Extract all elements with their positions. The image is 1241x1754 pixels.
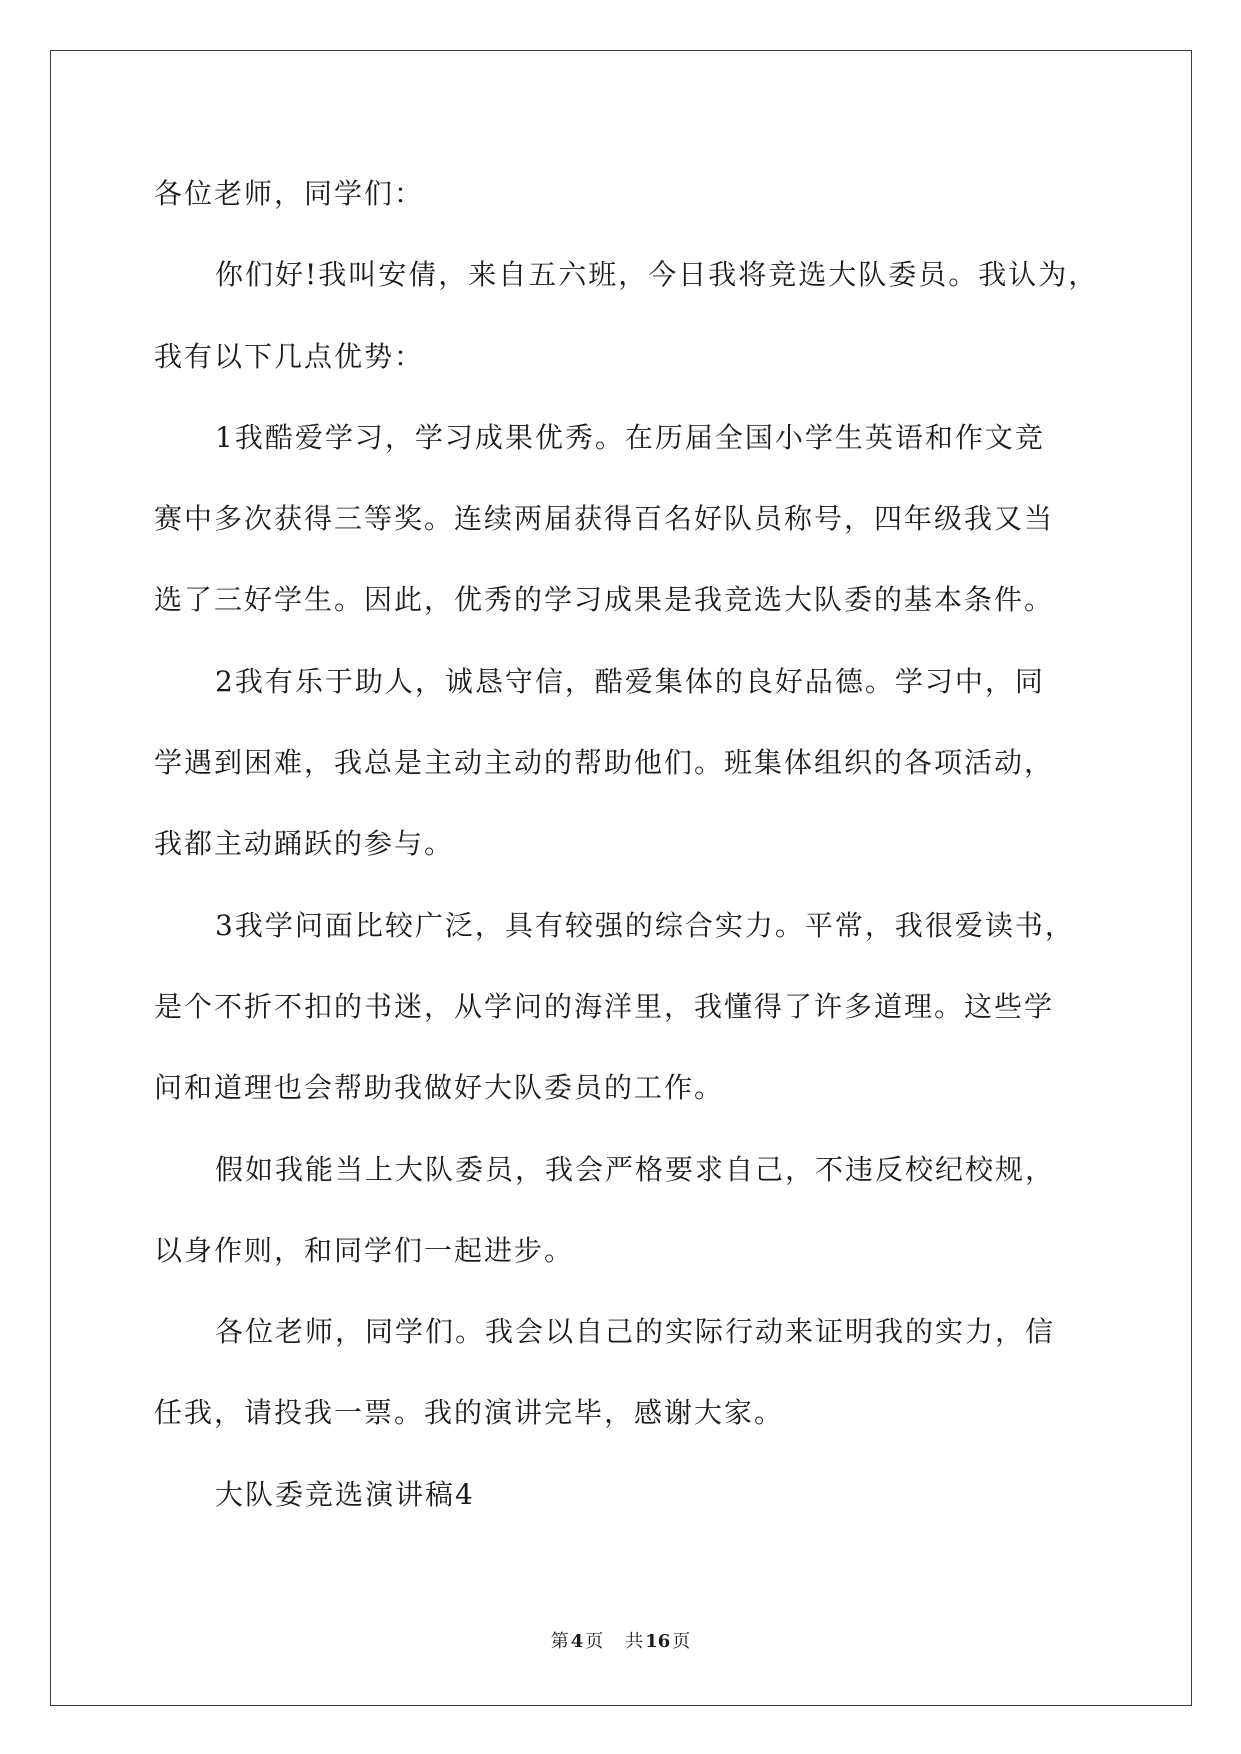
page-number-prefix: 第 <box>550 1631 569 1652</box>
document-body <box>154 153 1154 1535</box>
text-line: 学遇到困难，我总是主动主动的帮助他们。班集体组织的各项活动， <box>154 746 1055 780</box>
text-line: 大队委竞选演讲稿4 <box>215 1477 475 1511</box>
text-line: 选了三好学生。因此，优秀的学习成果是我竞选大队委的基本条件。 <box>154 583 1055 617</box>
text-line: 以身作则，和同学们一起进步。 <box>154 1233 575 1267</box>
text-line: 问和道理也会帮助我做好大队委员的工作。 <box>154 1071 725 1105</box>
text-line: 是个不折不扣的书迷，从学问的海洋里，我懂得了许多道理。这些学 <box>154 989 1055 1023</box>
text-line: 2我有乐于助人，诚恳守信，酷爱集体的良好品德。学习中，同 <box>215 664 1045 698</box>
page-total-suffix: 页 <box>672 1631 691 1652</box>
paragraph-point-3 <box>154 885 1154 1129</box>
text-line: 3我学问面比较广泛，具有较强的综合实力。平常，我很爱读书， <box>215 908 1075 942</box>
paragraph-introduction <box>154 234 1154 397</box>
page-number-suffix: 页 <box>585 1631 604 1652</box>
page-total-prefix: 共 <box>625 1631 644 1652</box>
text-line: 各位老师，同学们。我会以自己的实际行动来证明我的实力，信 <box>215 1315 1056 1349</box>
text-line: 各位老师，同学们： <box>154 177 425 210</box>
page-number-current: 4 <box>570 1631 584 1652</box>
text-line: 我有以下几点优势： <box>154 339 425 373</box>
text-line: 假如我能当上大队委员，我会严格要求自己，不违反校纪校规， <box>215 1152 1056 1186</box>
section-heading <box>154 1454 1154 1535</box>
paragraph-promise <box>154 1129 1154 1292</box>
paragraph-point-1 <box>154 397 1154 641</box>
text-line: 我都主动踊跃的参与。 <box>154 827 455 861</box>
page-footer <box>0 1629 1241 1655</box>
paragraph-closing <box>154 1291 1154 1454</box>
page-total: 16 <box>645 1631 671 1652</box>
text-line: 1我酷爱学习，学习成果优秀。在历届全国小学生英语和作文竞 <box>215 420 1045 454</box>
text-line: 你们好!我叫安倩，来自五六班，今日我将竞选大队委员。我认为， <box>215 258 1099 292</box>
paragraph-point-2 <box>154 641 1154 885</box>
paragraph-greeting <box>154 153 1154 234</box>
text-line: 赛中多次获得三等奖。连续两届获得百名好队员称号，四年级我又当 <box>154 502 1055 536</box>
text-line: 任我，请投我一票。我的演讲完毕，感谢大家。 <box>154 1396 785 1430</box>
